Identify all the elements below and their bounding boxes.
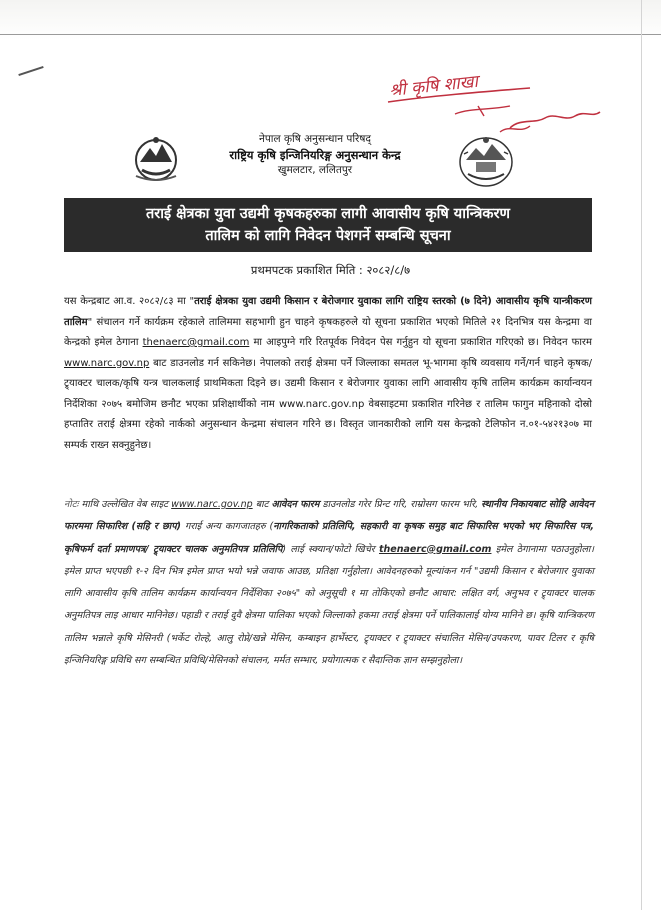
body-text-2: " संचालन गर्ने कार्यक्रम रहेकाले तालिममा सहभागी हुन चाहने कृषकहरुले यो सूचना प्रकाशित भएको मितिले २१ दिनभित्र यस केन्द्रमा वा केन्द्रको इमेल ठेगाना — [64, 316, 592, 348]
note-text-2: बाट — [252, 499, 272, 510]
notice-title-banner — [64, 198, 592, 252]
scan-right-edge — [641, 0, 642, 910]
training-title-bold: तराई क्षेत्रका युवा उद्यमी किसान र बेरोजगार युवाका लागि राष्ट्रिय स्तरको (७ दिने) आवासीय कृषि यान्त्रीकरण तालिम — [64, 296, 592, 328]
note-required-documents: नागरिकताको प्रतिलिपि, सहकारी वा कृषक समुह बाट सिफारिस भएको भए सिफारिस पत्र, कृषिफर्म दर्ता प्रमाणपत्र/ ट्र्याक्टर चालक अनुमतिपत्र प्रतिलिपि — [64, 521, 594, 555]
website-link-2[interactable]: www.narc.gov.np — [278, 398, 365, 410]
nepal-emblem-icon — [130, 132, 182, 184]
letterhead — [190, 132, 440, 178]
notice-title-line2: तालिम को लागि निवेदन पेशगर्ने सम्बन्धि सूचना — [205, 227, 451, 244]
email-link[interactable]: thenaerc@gmail.com — [142, 337, 250, 348]
council-name: नेपाल कृषि अनुसन्धान परिषद् — [259, 133, 371, 145]
handwritten-note-text: श्री कृषि शाखा — [388, 71, 479, 101]
note-website-link[interactable]: www.narc.gov.np — [171, 499, 253, 510]
note-lead: नोटः — [64, 499, 79, 510]
scan-top-edge — [0, 34, 661, 35]
narc-logo-icon — [456, 130, 516, 190]
body-text-5: वेबसाइटमा प्रकाशित गरिनेछ र तालिम फागुन महिनाको दोस्रो हप्तातिर तराई क्षेत्रमा रहेको नार्कको अनुसन्धान केन्द्रमा संचालन गरिने छ। विस्तृत जानकारीको लागि यस केन्द्रको टेलिफोन न.०१-५४२१३०७ मा सम्पर्क राख्न सक्नुहुनेछ। — [64, 398, 592, 451]
body-text-3: मा आइपुग्ने गरि रितपूर्वक निवेदन पेस गर्नुहुन यो सूचना प्रकाशित गरिएको छ। निवेदन फारम — [249, 337, 593, 348]
pen-mark — [18, 66, 43, 76]
publication-date: प्रथमपटक प्रकाशित मिति : २०८२/८/७ — [250, 263, 411, 277]
centre-name: राष्ट्रिय कृषि इन्जिनियरिङ्ग अनुसन्धान केन्द्र — [229, 148, 401, 162]
note-text-6: इमेल ठेगानामा पठाउनुहोला। इमेल प्राप्त भएपछी १-२ दिन भित्र इमेल प्राप्त भयो भन्ने जवाफ आउछ, प्रतिक्षा गर्नुहोला। आवेदनहरुको मूल्यांकन गर्न "उद्यमी किसान र बेरोजगार युवाका लागि आवासीय कृषि तालिम कार्यक्रम कार्यान्वयन निर्देशिका २०७५" को अनुसूची १ मा तोकिएको छनौट आधार: लक्षित वर्ग, अनुभव र ट्र्याक्टर चालक अनुमतिपत्र लाइ आधार मानिनेछ। पहाडी र तराई दुवै क्षेत्रमा पालिका भएको जिल्लाको हकमा तराई क्षेत्रमा पर्ने पालिकालाई योग्य मानिने छ। कृषि यान्त्रिकरण तालिम भन्नाले कृषि मेसिनरी (भर्केट रोल्हे, आलु रोप्ने/खन्ने मेसिन, कम्बाइन हार्भेस्टर, ट्र्याक्टर र ट्र्याक्टर संचालित मेसिन/उपकरण, पावर टिलर र कृषि इन्जिनियरिङ्ग प्रविधि सग सम्बन्धित प्रविधि/मेसिनको संचालन, मर्मत सम्भार, प्रयोगात्मक र सैदान्तिक ज्ञान सम्झनुहोला। — [64, 543, 594, 667]
note-section — [64, 494, 594, 672]
note-text-3: डाउनलोड गरेर प्रिन्ट गरि, राम्रोसग फारम भरि, — [319, 499, 482, 510]
centre-location: खुमलटार, ललितपुर — [277, 164, 353, 176]
note-application-form: आवेदन फारम — [271, 499, 320, 510]
note-text-1: माथि उल्लेखित वेब साइट — [78, 499, 172, 510]
note-email-link[interactable]: thenaerc@gmail.com — [378, 543, 492, 555]
note-text-4: गराई अन्य कागजातहरु ( — [181, 521, 274, 533]
notice-title-line1: तराई क्षेत्रका युवा उद्यमी कृषकहरुका लागी आवासीय कृषि यान्त्रिकरण — [146, 205, 510, 222]
note-text-5: ) लाई स्क्यान/फोटो खिचेर — [282, 543, 379, 555]
website-link[interactable]: www.narc.gov.np — [64, 357, 150, 369]
body-text-4: बाट डाउनलोड गर्न सकिनेछ। नेपालको तराई क्षेत्रमा पर्ने जिल्लाका समतल भू-भागमा कृषि व्यवसाय गर्ने/गर्न चाहने कृषक/ट्र्याक्टर चालक/कृषि यन्त्र चालकलाई प्राथमिकता दिइने छ। उद्यमी किसान र बेरोजगार युवाका लागि आवासीय कृषि तालिम कार्यक्रम कार्यान्वयन निर्देशिका २०७५ बमोजिम छनौट भएका प्रशिक्षार्थीको नाम — [64, 357, 592, 410]
body-text-1: यस केन्द्रबाट आ.व. २०८२/८३ मा " — [64, 296, 195, 307]
note-local-recommendation: स्थानीय निकायबाट सोहि आवेदन फारममा सिफारिश (सहि र छाप) — [64, 499, 594, 533]
notice-body — [64, 292, 592, 456]
